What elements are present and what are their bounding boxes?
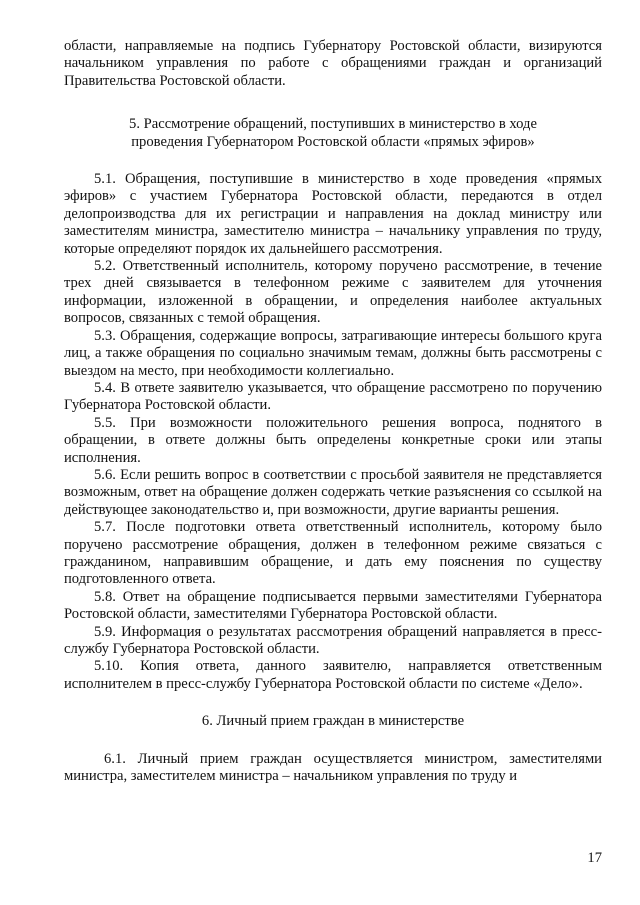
paragraph-5-7: 5.7. После подготовки ответа ответственный исполнитель, которому было поручено рассмотрение обращения, должен в телефонном режиме связаться с гражданином, направившим обращение, и дать ему пояснения по существу подготовленного ответа. [64,519,602,588]
paragraph-5-6: 5.6. Если решить вопрос в соответствии с просьбой заявителя не представляется возможным, ответ на обращение должен содержать четкие разъяснения со ссылкой на действующее законодательство и, при возможности, другие варианты решения. [64,466,602,518]
page-number: 17 [587,850,602,866]
paragraph-5-5: 5.5. При возможности положительного решения вопроса, поднятого в обращении, в ответе должны быть определены конкретные сроки или этапы исполнения. [64,414,602,466]
paragraph-5-10: 5.10. Копия ответа, данного заявителю, направляется ответственным исполнителем в пресс-службу Губернатора Ростовской области по системе «Дело». [64,658,602,692]
document-page [64,38,602,785]
paragraph-5-1: 5.1. Обращения, поступившие в министерство в ходе проведения «прямых эфиров» с участием Губернатора Ростовской области, передаются в отдел делопроизводства для их регистрации и направления на доклад министру или заместителям министра, заместителю министра – начальнику управления по труду, которые определяют порядок их дальнейшего рассмотрения. [64,171,602,257]
intro-paragraph: области, направляемые на подпись Губернатору Ростовской области, визируются начальником управления по работе с обращениями граждан и организаций Правительства Ростовской области. [64,38,602,89]
paragraph-5-4: 5.4. В ответе заявителю указывается, что обращение рассмотрено по поручению Губернатора Ростовской области. [64,379,602,414]
paragraph-5-3: 5.3. Обращения, содержащие вопросы, затрагивающие интересы большого круга лиц, а также обращения по социально значимым темам, должны быть рассмотрены с выездом на место, при необходимости коллегиально. [64,327,602,379]
paragraph-5-2: 5.2. Ответственный исполнитель, которому поручено рассмотрение, в течение трех дней связывается в телефонном режиме с заявителем для уточнения информации, изложенной в обращении, и определения наиболее актуальных вопросов, связанных с темой обращения. [64,258,602,327]
paragraph-6-1: 6.1. Личный прием граждан осуществляется министром, заместителями министра, заместителем министра – начальником управления по труду и [64,750,602,785]
section-5-heading-line-2: проведения Губернатором Ростовской области «прямых эфиров» [131,133,535,150]
section-6-heading: 6. Личный прием граждан в министерстве [201,713,465,730]
section-5-heading [64,116,602,151]
paragraph-5-8: 5.8. Ответ на обращение подписывается первыми заместителями Губернатора Ростовской области, заместителями Губернатора Ростовской области. [64,588,602,623]
paragraph-5-9: 5.9. Информация о результатах рассмотрения обращений направляется в пресс-службу Губернатора Ростовской области. [64,623,602,657]
section-5-heading-line-1: 5. Рассмотрение обращений, поступивших в министерство в ходе [129,116,537,133]
